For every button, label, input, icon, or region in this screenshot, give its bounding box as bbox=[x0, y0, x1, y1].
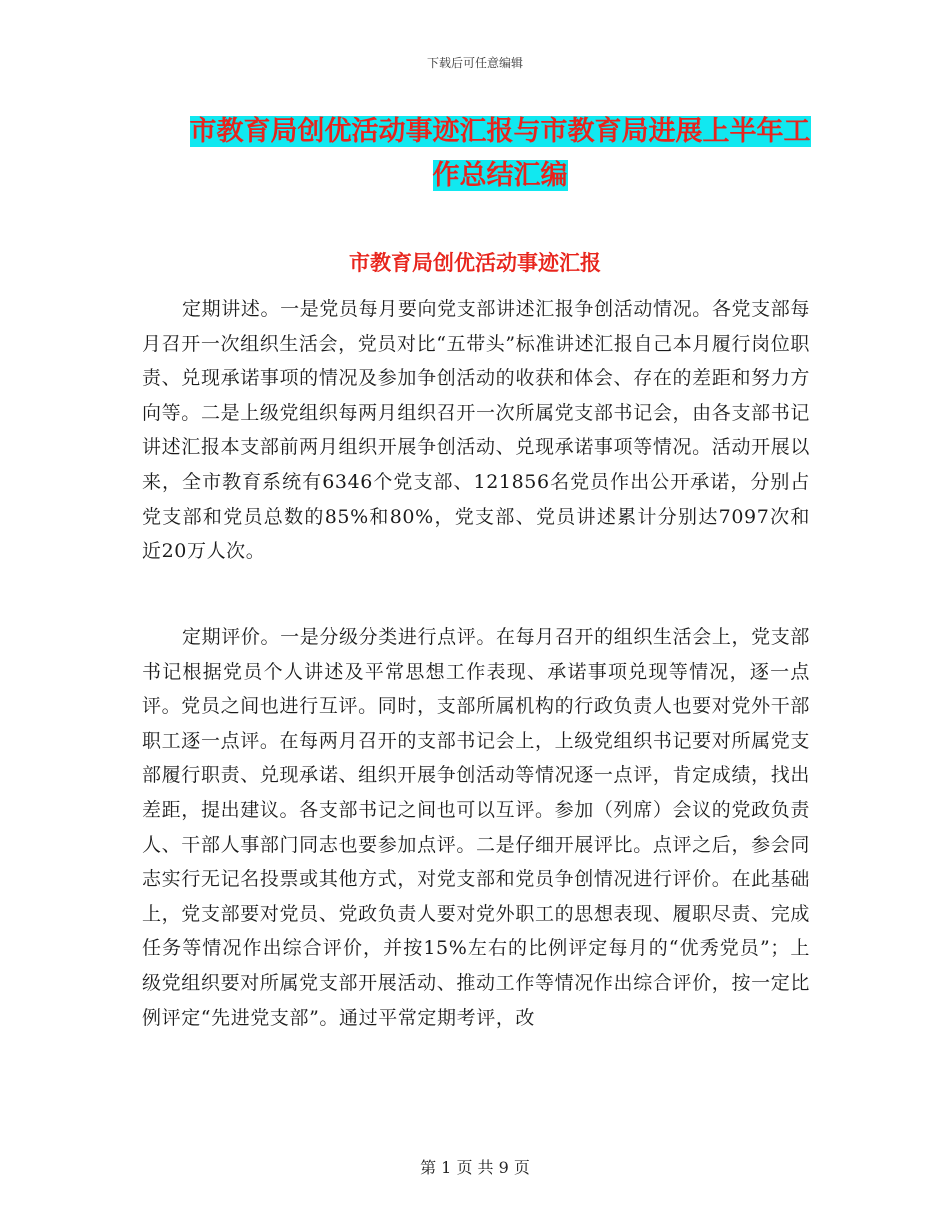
document-title-line-1: 市教育局创优活动事迹汇报与市教育局进展上半年工 bbox=[189, 116, 811, 147]
header-note: 下载后可任意编辑 bbox=[426, 56, 523, 70]
section-title: 市教育局创优活动事迹汇报 bbox=[349, 251, 601, 275]
document-title bbox=[150, 110, 850, 198]
document-title-line-2: 作总结汇编 bbox=[432, 160, 568, 191]
body-paragraph-2: 定期评价。一是分级分类进行点评。在每月召开的组织生活会上，党支部书记根据党员个人讲述及平常思想工作表现、承诺事项兑现等情况，逐一点评。党员之间也进行互评。同时，支部所属机构的行政负责人也要对党外干部职工逐一点评。在每两月召开的支部书记会上，上级党组织书记要对所属党支部履行职责、兑现承诺、组织开展争创活动等情况逐一点评，肯定成绩，找出差距，提出建议。各支部书记之间也可以互评。参加（列席）会议的党政负责人、干部人事部门同志也要参加点评。二是仔细开展评比。点评之后，参会同志实行无记名投票或其他方式，对党支部和党员争创情况进行评价。在此基础上，党支部要对党员、党政负责人要对党外职工的思想表现、履职尽责、完成任务等情况作出综合评价，并按15%左右的比例评定每月的“优秀党员”；上级党组织要对所属党支部开展活动、推动工作等情况作出综合评价，按一定比例评定“先进党支部”。通过平常定期考评，改 bbox=[142, 626, 810, 1029]
page-number: 第 1 页 共 9 页 bbox=[420, 1158, 530, 1177]
body-paragraph-1: 定期讲述。一是党员每月要向党支部讲述汇报争创活动情况。各党支部每月召开一次组织生活会，党员对比“五带头”标准讲述汇报自己本月履行岗位职责、兑现承诺事项的情况及参加争创活动的收获和体会、存在的差距和努力方向等。二是上级党组织每两月组织召开一次所属党支部书记会，由各支部书记讲述汇报本支部前两月组织开展争创活动、兑现承诺事项等情况。活动开展以来，全市教育系统有6346个党支部、121856名党员作出公开承诺，分别占党支部和党员总数的85%和80%，党支部、党员讲述累计分别达7097次和近20万人次。 bbox=[142, 298, 810, 563]
